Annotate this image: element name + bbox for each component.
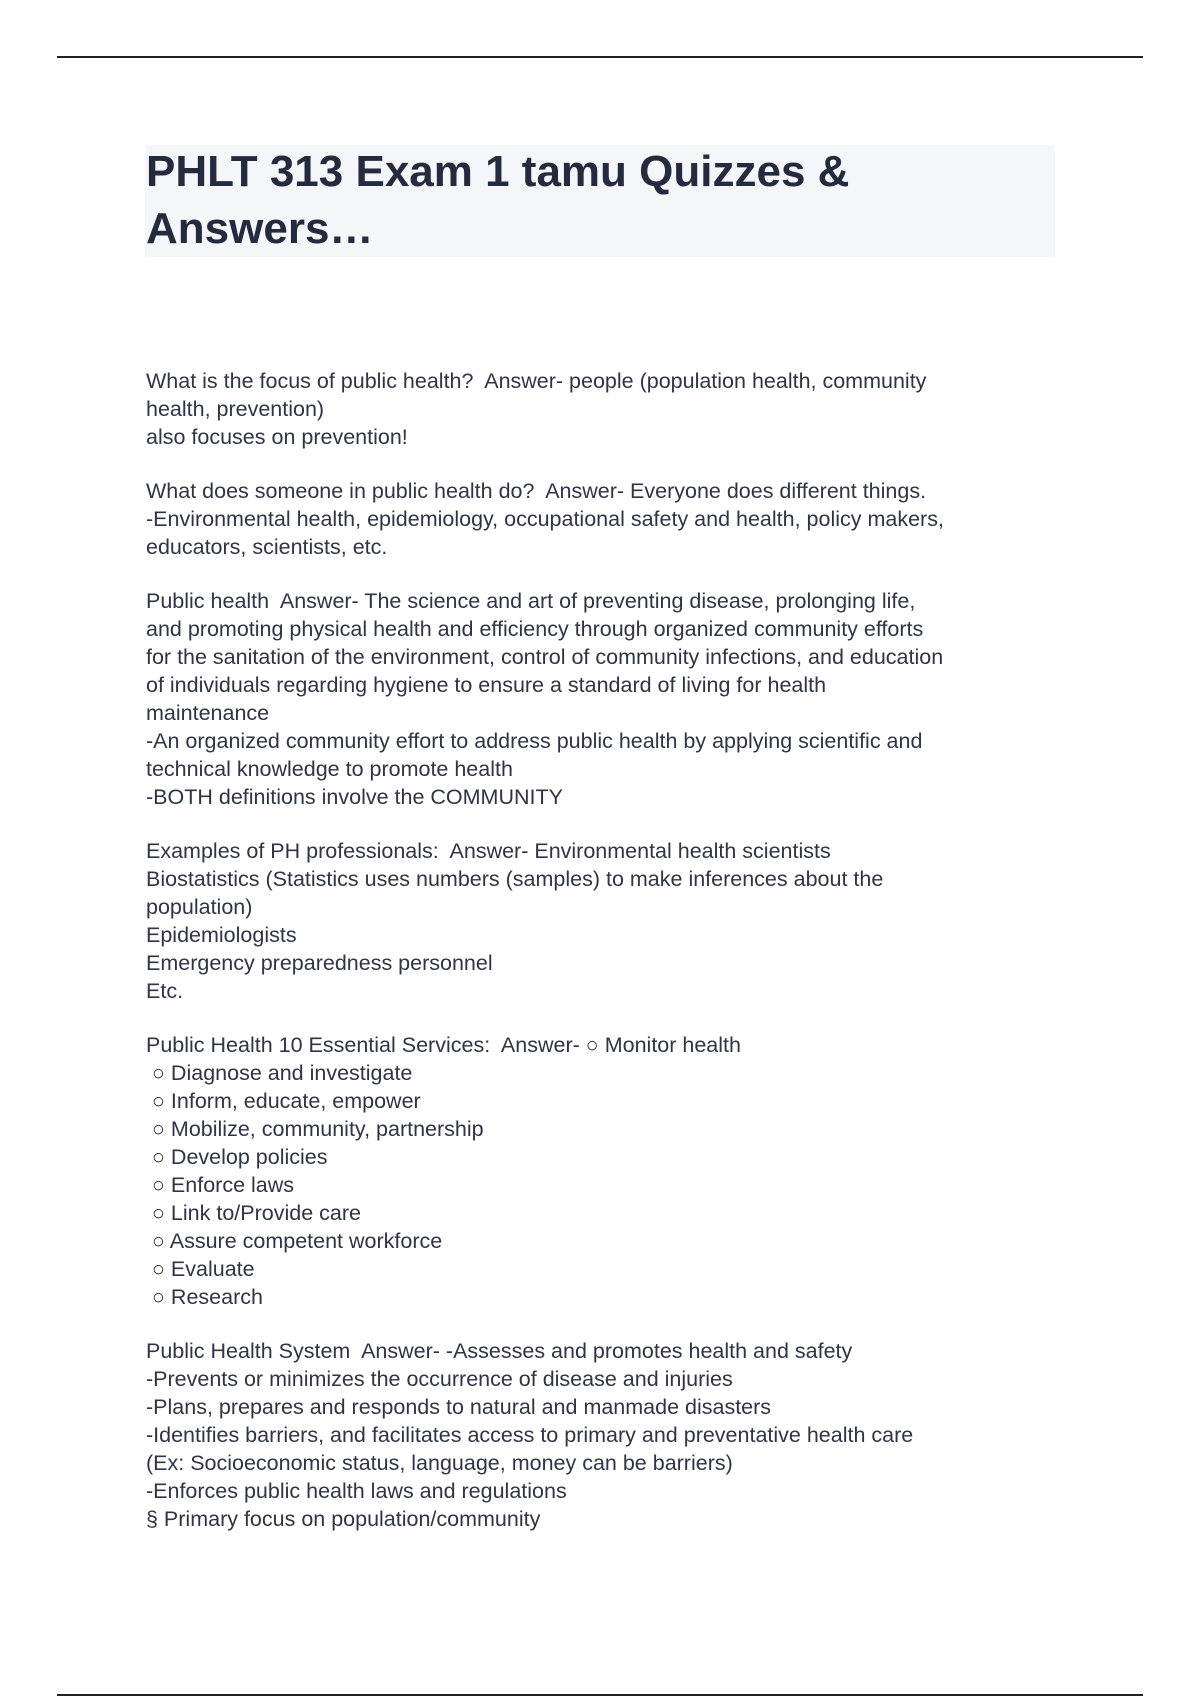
text-line: -Plans, prepares and responds to natural and manmade disasters: [146, 1395, 772, 1419]
text-line: Etc.: [146, 979, 184, 1003]
top-rule: [57, 56, 1143, 58]
title-line-2: Answers…: [146, 204, 374, 253]
text-line: Public Health System Answer- -Assesses and promotes health and safety: [146, 1339, 853, 1363]
bullet-item: ○ Diagnose and investigate: [146, 1061, 413, 1085]
text-line: -BOTH definitions involve the COMMUNITY: [146, 785, 563, 809]
text-line: of individuals regarding hygiene to ensure a standard of living for health: [146, 673, 827, 697]
text-line: health, prevention): [146, 397, 325, 421]
qa-item-essential-services: [146, 1031, 1066, 1311]
bullet-item: ○ Inform, educate, empower: [146, 1089, 421, 1113]
text-line: -An organized community effort to address public health by applying scientific and: [146, 729, 923, 753]
bullet-item: ○ Enforce laws: [146, 1173, 295, 1197]
text-line: (Ex: Socioeconomic status, language, money can be barriers): [146, 1451, 733, 1475]
text-line: technical knowledge to promote health: [146, 757, 513, 781]
text-line: Epidemiologists: [146, 923, 297, 947]
text-line: Emergency preparedness personnel: [146, 951, 493, 975]
text-line: Biostatistics (Statistics uses numbers (samples) to make inferences about the: [146, 867, 884, 891]
bullet-item: ○ Evaluate: [146, 1257, 255, 1281]
text-line: -Environmental health, epidemiology, occupational safety and health, policy makers,: [146, 507, 944, 531]
document-body: [146, 367, 1066, 1559]
bullet-item: ○ Assure competent workforce: [146, 1229, 443, 1253]
text-line: Public health Answer- The science and art of preventing disease, prolonging life,: [146, 589, 916, 613]
title-line-1: PHLT 313 Exam 1 tamu Quizzes &: [146, 147, 850, 196]
qa-item-system: [146, 1337, 1066, 1533]
qa-item-role: [146, 477, 1066, 561]
bullet-item: ○ Link to/Provide care: [146, 1201, 361, 1225]
text-line: What does someone in public health do? Answer- Everyone does different things.: [146, 479, 927, 503]
qa-item-definition: [146, 587, 1066, 811]
bullet-item: ○ Mobilize, community, partnership: [146, 1117, 484, 1141]
page-title: [146, 143, 1046, 257]
qa-item-focus: [146, 367, 1066, 451]
text-line: -Enforces public health laws and regulations: [146, 1479, 567, 1503]
qa-item-professionals: [146, 837, 1066, 1005]
text-line: maintenance: [146, 701, 270, 725]
text-line: population): [146, 895, 253, 919]
text-line: also focuses on prevention!: [146, 425, 408, 449]
bullet-item: ○ Research: [146, 1285, 263, 1309]
text-line: Public Health 10 Essential Services: Answer- ○ Monitor health: [146, 1033, 741, 1057]
text-line: and promoting physical health and efficiency through organized community efforts: [146, 617, 924, 641]
text-line: for the sanitation of the environment, control of community infections, and education: [146, 645, 944, 669]
text-line: -Prevents or minimizes the occurrence of disease and injuries: [146, 1367, 733, 1391]
text-line: -Identifies barriers, and facilitates access to primary and preventative health care: [146, 1423, 914, 1447]
bullet-item: ○ Develop policies: [146, 1145, 328, 1169]
text-line: What is the focus of public health? Answer- people (population health, community: [146, 369, 927, 393]
text-line: educators, scientists, etc.: [146, 535, 388, 559]
text-line: § Primary focus on population/community: [146, 1507, 541, 1531]
text-line: Examples of PH professionals: Answer- Environmental health scientists: [146, 839, 831, 863]
bottom-rule: [57, 1694, 1143, 1696]
